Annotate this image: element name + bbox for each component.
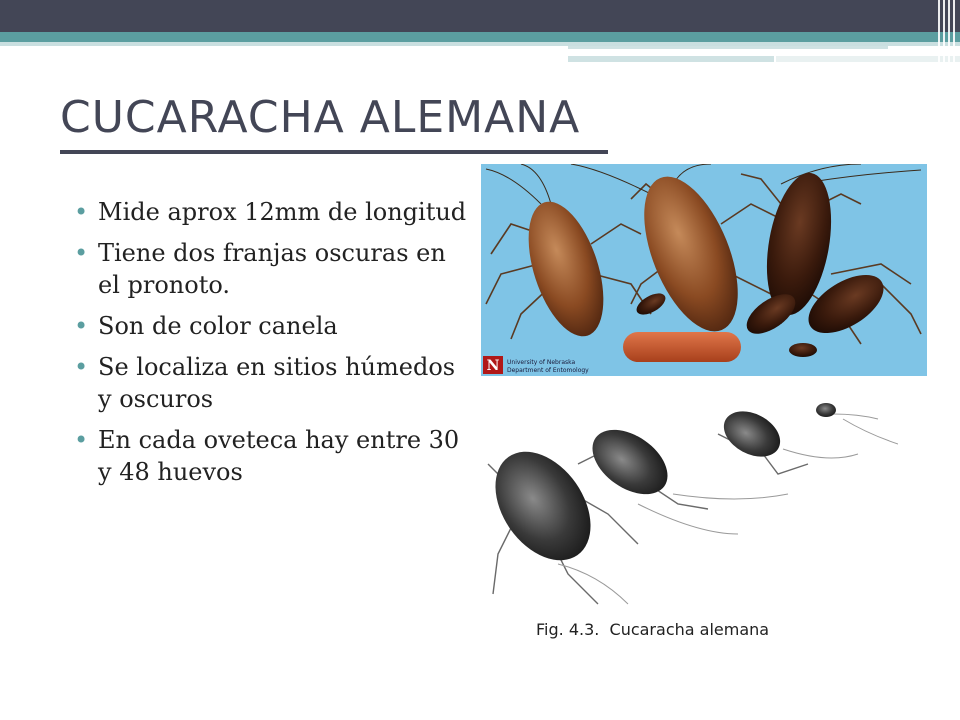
slide-title: CUCARACHA ALEMANA [60, 92, 581, 143]
title-underline [60, 150, 608, 154]
bullet-item [72, 310, 472, 342]
bullet-icon: • [74, 312, 89, 340]
bullet-text: En cada oveteca hay entre 30 y 48 huevos [98, 426, 460, 486]
bullet-text: Se localiza en sitios húmedos y oscuros [98, 353, 456, 413]
bullet-item [72, 237, 472, 301]
header-band-dark [0, 0, 960, 32]
bullet-text: Son de color canela [98, 312, 338, 340]
bullet-item [72, 424, 472, 488]
bullet-icon: • [74, 239, 89, 267]
header-step-line [568, 56, 774, 62]
cockroach-nymph [789, 343, 817, 357]
header-step-line [568, 46, 888, 49]
bullet-text: Tiene dos franjas oscuras en el pronoto. [98, 239, 446, 299]
bullet-icon: • [74, 353, 89, 381]
header-band-teal [0, 32, 960, 42]
bullet-list [72, 196, 472, 497]
cockroach-color-photo [481, 164, 927, 376]
photo-credit [483, 356, 589, 374]
ootheca-egg-case [623, 332, 741, 362]
svg-text:Department of Entomology: Department of Entomology [507, 367, 589, 374]
svg-text:University of Nebraska: University of Nebraska [507, 359, 576, 366]
cockroach-grayscale-photo [478, 394, 898, 606]
bullet-icon: • [74, 198, 89, 226]
header-edge-stripes [934, 0, 960, 64]
svg-text:N: N [486, 358, 500, 374]
bullet-item [72, 351, 472, 415]
header-step-line [776, 56, 960, 62]
bullet-text: Mide aprox 12mm de longitud [98, 198, 467, 226]
figure-caption: Fig. 4.3. Cucaracha alemana [536, 620, 770, 639]
bullet-item [72, 196, 472, 228]
cockroach-nymph [816, 403, 836, 417]
bullet-icon: • [74, 426, 89, 454]
